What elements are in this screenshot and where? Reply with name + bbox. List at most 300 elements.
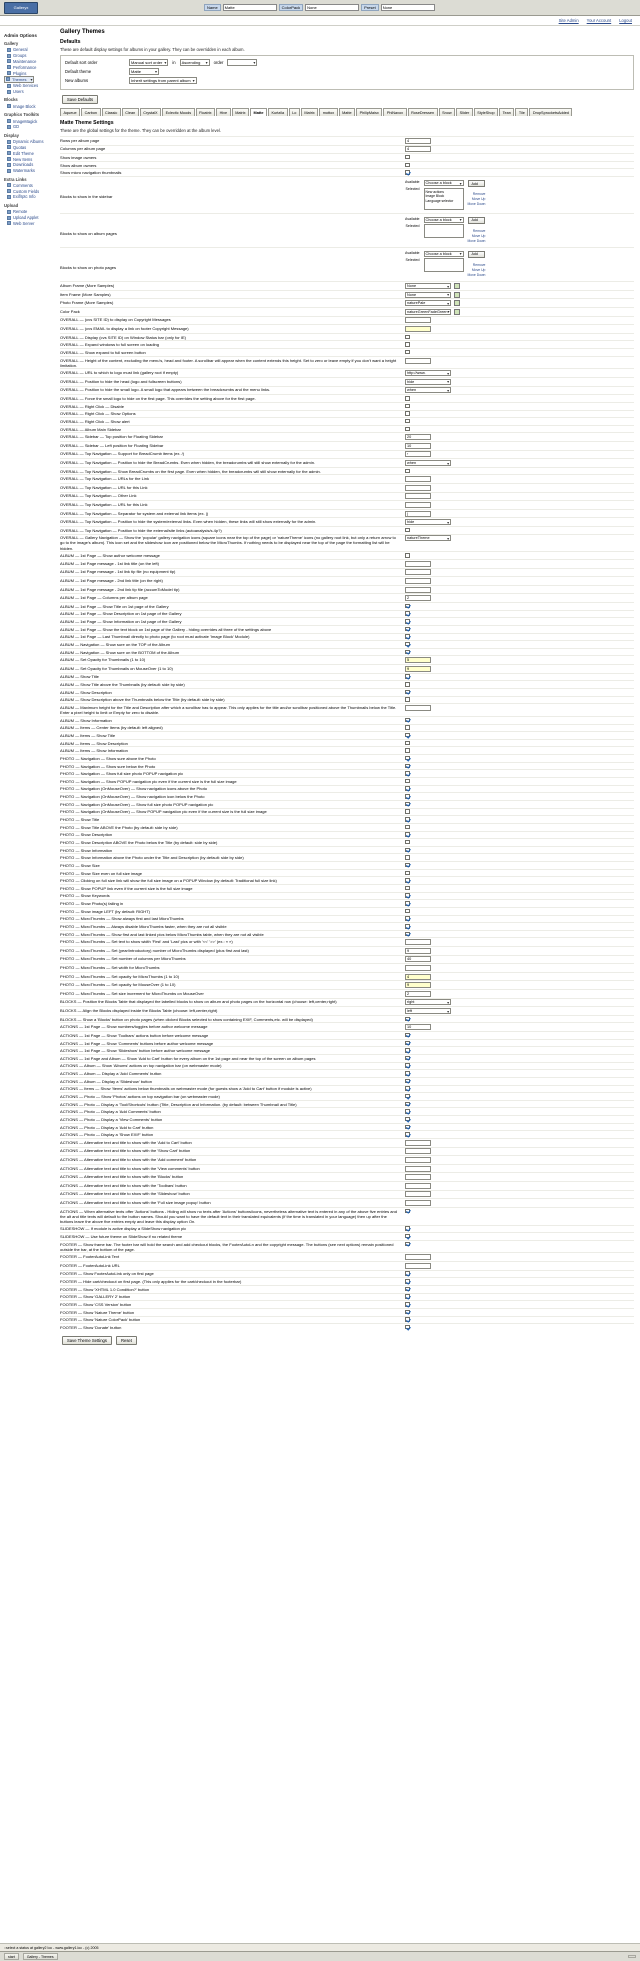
tab-matrix[interactable]: Matrix [232,108,249,116]
setting-checkbox[interactable] [405,1109,410,1114]
setting-text-input[interactable]: 20 [405,434,431,440]
setting-checkbox[interactable] [405,802,410,807]
theme-setting-row [60,1039,634,1047]
setting-checkbox[interactable] [405,832,410,837]
setting-checkbox[interactable] [405,642,410,647]
setting-checkbox[interactable] [405,825,410,830]
setting-checkbox[interactable] [405,771,410,776]
setting-text-input[interactable] [405,358,431,364]
setting-checkbox[interactable] [405,1226,410,1231]
theme-setting-label: PHOTO — MicroThumbs — Set width for MicroThumbs [60,965,160,971]
default-sort-label: Default sort order [65,60,98,65]
theme-setting-label: ACTIONS — 1st Page — Show 'Toolbars' actions button before welcome message [60,1032,209,1038]
setting-checkbox[interactable] [405,779,410,784]
setting-checkbox[interactable] [405,163,410,168]
theme-setting-value [405,1063,634,1068]
tab-lo[interactable]: Lo [289,108,300,116]
setting-dropdown[interactable]: natureTheme ▾ [405,535,451,541]
theme-setting-row [60,1015,634,1023]
setting-text-input[interactable] [405,485,431,491]
setting-text-input[interactable] [405,1263,431,1269]
block-command-move-up[interactable]: Move Up [471,233,486,238]
setting-checkbox[interactable] [405,411,410,416]
theme-setting-row [60,1164,634,1173]
block-command-remove[interactable]: Remove [472,192,486,197]
setting-dropdown[interactable]: when ▾ [405,460,451,466]
theme-setting-row [60,386,634,395]
setting-checkbox[interactable] [405,748,410,753]
theme-setting-label: ALBUM — Show Information [60,717,112,723]
theme-setting-label: OVERALL — Right Click — Show alert [60,418,130,424]
tab-slider[interactable]: Slider [456,108,473,116]
setting-checkbox[interactable] [405,674,410,679]
setting-text-input[interactable]: 4 [405,974,431,980]
setting-checkbox[interactable] [405,404,410,409]
block-command-remove[interactable]: Remove [472,228,486,233]
setting-text-input[interactable]: 9 [405,982,431,988]
setting-checkbox[interactable] [405,1317,410,1322]
theme-setting-value [405,802,634,807]
tab-styleshop[interactable]: StyleShop [474,108,498,116]
setting-checkbox[interactable] [405,1094,410,1099]
reset-button[interactable]: Reset [116,1336,137,1345]
theme-setting-value [405,1271,634,1276]
theme-setting-row [60,1323,634,1331]
setting-text-input[interactable]: 4 [405,138,431,144]
setting-checkbox[interactable] [405,718,410,723]
setting-checkbox[interactable] [405,469,410,474]
link-site-admin[interactable]: Site Admin [558,18,579,23]
setting-text-input[interactable] [405,1200,431,1206]
frame-setting-row [60,281,634,290]
theme-setting-value [405,1109,634,1114]
theme-setting-row [60,998,634,1007]
setting-text-input[interactable] [405,1157,431,1163]
browser-status-bar [0,1943,640,1951]
sidebar-item-themes[interactable] [4,76,34,83]
setting-checkbox[interactable] [405,1310,410,1315]
setting-text-input[interactable] [405,561,431,567]
tab-tile[interactable]: Tile [515,108,528,116]
setting-checkbox[interactable] [405,1234,410,1239]
setting-checkbox[interactable] [405,604,410,609]
setting-checkbox[interactable] [405,1079,410,1084]
tab-phinavox[interactable]: PhiNavox [383,108,406,116]
theme-setting-value [405,1302,634,1307]
setting-text-input[interactable] [405,569,431,575]
selected-block-item[interactable]: New actions [425,189,444,194]
default-sort-order-select[interactable] [227,59,257,66]
tab-tean[interactable]: Tean [499,108,514,116]
theme-setting-row [60,716,634,724]
setting-checkbox[interactable] [405,1271,410,1276]
save-theme-settings-button[interactable]: Save Theme Settings [62,1336,112,1345]
sidebar-item-image-block[interactable] [4,103,55,109]
setting-text-input[interactable] [405,578,431,584]
setting-checkbox[interactable] [405,1302,410,1307]
setting-checkbox[interactable] [405,634,410,639]
chrome-field-input-1[interactable]: None [305,4,359,11]
theme-setting-row [60,568,634,577]
theme-setting-label: ALBUM — Items — Center Items (by default: left aligned) [60,725,163,731]
setting-dropdown[interactable]: natureGreenFadeGreen ▾ [405,309,451,315]
setting-text-input[interactable] [405,326,431,332]
sidebar-item-label: Edit Theme [13,150,34,156]
theme-setting-value [405,725,634,730]
theme-setting-value [405,1325,634,1330]
block-selector [405,251,485,278]
tab-hive[interactable]: Hive [216,108,231,116]
setting-checkbox[interactable] [405,619,410,624]
color-swatch-icon[interactable] [454,300,460,306]
block-command-move-down[interactable]: Move Down [467,238,486,243]
setting-checkbox[interactable] [405,1056,410,1061]
theme-setting-row [60,876,634,884]
setting-checkbox[interactable] [405,817,410,822]
tab-clean[interactable]: Clean [122,108,139,116]
new-albums-select[interactable]: Inherit settings from parent album ▾ [129,77,197,84]
link-your-account[interactable]: Your Account [586,18,612,23]
setting-checkbox[interactable] [405,1209,410,1214]
theme-setting-label: PHOTO — MicroThumbs — Set (year/introductory) number of MicroThumbs displayed (plus first and last) [60,947,249,953]
setting-checkbox[interactable] [405,840,410,845]
tab-matrix[interactable]: Matrix [301,108,318,116]
theme-setting-label: ACTIONS — Album — Display a 'Slideshow' button [60,1078,152,1084]
theme-setting-value [405,493,634,499]
setting-checkbox[interactable] [405,809,410,814]
setting-text-input[interactable]: 40 [405,956,431,962]
tab-dropsprocketsadded[interactable]: DropSprocketsAdded [529,108,572,116]
chrome-field-label-2: Preset [361,4,379,11]
setting-text-input[interactable]: › [405,451,431,457]
tab-snow[interactable]: Snow [439,108,456,116]
tab-aqueue[interactable]: Aqueue [60,108,80,116]
setting-checkbox[interactable] [405,170,410,175]
setting-checkbox[interactable] [405,1017,410,1022]
bullet-icon [7,216,11,220]
setting-checkbox[interactable] [405,528,410,533]
setting-checkbox[interactable] [405,863,410,868]
setting-checkbox[interactable] [405,1071,410,1076]
setting-text-input[interactable] [405,1148,431,1154]
setting-checkbox[interactable] [405,733,410,738]
theme-setting-row [60,1123,634,1131]
theme-setting-value [405,1234,634,1239]
setting-dropdown[interactable]: hide ▾ [405,519,451,525]
theme-setting-row [60,823,634,831]
setting-text-input[interactable] [405,939,431,945]
selected-blocks-listbox[interactable] [424,188,464,210]
setting-text-input[interactable] [405,502,431,508]
tab-carbon[interactable]: Carbon [81,108,100,116]
theme-setting-label: ACTIONS — Alternative text and title to show with the 'Toolbars' button [60,1182,187,1188]
defaults-desc: These are default display settings for albums in your gallery. They can be overridden in each album. [60,47,245,52]
block-command-links [468,192,486,207]
selected-blocks-listbox[interactable] [424,224,464,238]
setting-dropdown[interactable]: hide ▾ [405,379,451,385]
setting-text-input[interactable]: 2 [405,595,431,601]
theme-setting-label: FOOTER — Show 'GALLERY 2' button [60,1294,131,1300]
tab-eclectic-moods[interactable]: Eclectic Moods [162,108,195,116]
setting-dropdown[interactable]: right ▾ [405,999,451,1005]
setting-text-input[interactable] [405,1183,431,1189]
setting-checkbox[interactable] [405,1132,410,1137]
setting-checkbox[interactable] [405,893,410,898]
theme-setting-label: ALBUM — 1st Page message - 2nd link tip file (accumToModel tip) [60,586,180,592]
setting-text-input[interactable] [405,587,431,593]
sidebar-item-watermarks[interactable] [4,168,55,174]
theme-setting-value [405,893,634,898]
theme-setting-value [405,748,634,753]
setting-checkbox[interactable] [405,909,410,914]
default-theme-row [65,68,629,75]
setting-checkbox[interactable] [405,1125,410,1130]
tab-mottox[interactable]: mottox [319,108,337,116]
setting-checkbox[interactable] [405,886,410,891]
tab-rosedressen[interactable]: RoseDressen [408,108,438,116]
setting-checkbox[interactable] [405,1086,410,1091]
setting-text-input[interactable]: 10 [405,1024,431,1030]
theme-setting-label: ACTIONS — 1st Page — Show 'Comments' buttons before author welcome message [60,1040,214,1046]
setting-checkbox[interactable] [405,1242,410,1247]
setting-checkbox[interactable] [405,1102,410,1107]
frame-settings-list [60,281,634,315]
tab-matte[interactable]: Matte [250,108,267,116]
block-command-remove[interactable]: Remove [472,262,486,267]
block-section [60,213,634,247]
setting-text-input[interactable] [405,1140,431,1146]
setting-text-input[interactable]: 10 [405,443,431,449]
setting-text-input[interactable] [405,1191,431,1197]
tab-floatrix[interactable]: Floatrix [196,108,215,116]
sidebar-item-web-server[interactable] [4,220,55,226]
setting-checkbox[interactable] [405,764,410,769]
available-blocks-dropdown[interactable]: Choose a block ▾ [424,180,464,186]
setting-checkbox[interactable] [405,932,410,937]
color-swatch-icon[interactable] [454,292,460,298]
theme-setting-row [60,785,634,793]
setting-checkbox[interactable] [405,1294,410,1299]
add-block-button[interactable]: Add [468,217,486,224]
theme-setting-value [405,1174,634,1180]
setting-checkbox[interactable] [405,419,410,424]
tab-classic[interactable]: Classic [102,108,121,116]
setting-dropdown[interactable]: http://www. ▾ [405,370,451,376]
theme-setting-label: ALBUM — 1st Page — Last Thumbnail directly to photo page (to root must activate 'Image Block' Module) [60,634,250,640]
setting-checkbox[interactable] [405,697,410,702]
setting-checkbox[interactable] [405,1033,410,1038]
theme-setting-label: PHOTO — Show Keywords [60,893,110,899]
setting-checkbox[interactable] [405,741,410,746]
selected-block-item[interactable]: Image Block [425,194,445,199]
selected-blocks-listbox[interactable] [424,258,464,272]
basic-setting-row [60,145,634,154]
theme-setting-label: PHOTO — Navigation (OnMouseOver) — Show full size photo POPUP navigation pic [60,801,214,807]
sidebar-item-exif-iptc-info[interactable] [4,194,55,200]
chrome-field-input-2[interactable]: None [381,4,435,11]
color-swatch-icon[interactable] [454,283,460,289]
setting-checkbox[interactable] [405,155,410,160]
theme-setting-row [60,517,634,526]
basic-setting-value [405,170,634,175]
theme-setting-row [60,356,634,369]
theme-setting-label: FOOTER — Show 'XHTML 1.0 Condition?' button [60,1286,150,1292]
tab-matte[interactable]: Matte [339,108,356,116]
theme-setting-value [405,855,634,860]
setting-text-input[interactable]: 4 [405,146,431,152]
available-blocks-dropdown[interactable]: Choose a block ▾ [424,251,464,257]
setting-checkbox[interactable] [405,725,410,730]
setting-text-input[interactable] [405,1174,431,1180]
theme-setting-value [405,733,634,738]
block-command-move-down[interactable]: Move Down [467,273,486,278]
setting-checkbox[interactable] [405,1287,410,1292]
setting-checkbox[interactable] [405,1279,410,1284]
setting-checkbox[interactable] [405,342,410,347]
theme-setting-value [405,379,634,385]
setting-dropdown[interactable]: naturePale ▾ [405,300,451,306]
selected-label: Selected [405,187,420,192]
theme-setting-label: ACTIONS — 1st Page — Show numbers/toggles before author welcome message [60,1024,208,1030]
setting-checkbox[interactable] [405,335,410,340]
theme-setting-label: ACTIONS — Photo — Display a 'View Comments' button [60,1116,163,1122]
setting-checkbox[interactable] [405,916,410,921]
setting-checkbox[interactable] [405,1063,410,1068]
theme-setting-label: PHOTO — Show Information [60,847,113,853]
chrome-field-input-0[interactable]: Matte [223,4,277,11]
theme-setting-value [405,1254,634,1260]
start-button[interactable]: start [4,1953,19,1960]
theme-setting-value [405,1017,634,1022]
setting-text-input[interactable] [405,1254,431,1260]
setting-checkbox[interactable] [405,786,410,791]
theme-setting-label: FOOTER — FooterAutoLink URL [60,1262,120,1268]
block-command-move-up[interactable]: Move Up [471,197,486,202]
tab-kurtzila[interactable]: Kurtzila [268,108,288,116]
setting-dropdown[interactable]: when ▾ [405,387,451,393]
theme-setting-row [60,696,634,704]
setting-checkbox[interactable] [405,611,410,616]
setting-checkbox[interactable] [405,427,410,432]
setting-text-input[interactable]: 9 [405,666,431,672]
setting-checkbox[interactable] [405,396,410,401]
theme-setting-row [60,846,634,854]
theme-setting-value [405,674,634,679]
setting-text-input[interactable]: 5 [405,657,431,663]
setting-checkbox[interactable] [405,794,410,799]
available-blocks-dropdown[interactable]: Choose a block ▾ [424,217,464,223]
theme-setting-label: ALBUM — 1st Page message - 1st link title (on the left) [60,560,159,566]
block-command-move-up[interactable]: Move Up [471,268,486,273]
setting-checkbox[interactable] [405,682,410,687]
theme-setting-value [405,1209,634,1214]
tab-crystalx[interactable]: CrystalX [140,108,161,116]
theme-setting-value [405,817,634,822]
setting-checkbox[interactable] [405,627,410,632]
sidebar-item-gd[interactable] [4,124,55,130]
theme-setting-label: ACTIONS — Items — Show 'Items' actions below thumbnails on webmaster mode (for guests show a 'Add to Cart' button if module is active) [60,1086,312,1092]
theme-setting-row [60,1300,634,1308]
theme-setting-label: FOOTER — Show 'Nature ColorPack' button [60,1317,141,1323]
setting-checkbox[interactable] [405,1117,410,1122]
theme-setting-row [60,1198,634,1207]
taskbar-window-gallery[interactable]: Gallery - Themes [23,1953,58,1960]
selected-block-item[interactable]: Language selector [425,198,454,203]
setting-checkbox[interactable] [405,690,410,695]
setting-checkbox[interactable] [405,1048,410,1053]
setting-checkbox[interactable] [405,855,410,860]
setting-checkbox[interactable] [405,924,410,929]
setting-checkbox[interactable] [405,1041,410,1046]
theme-setting-row [60,602,634,610]
theme-setting-row [60,1147,634,1156]
setting-checkbox[interactable] [405,848,410,853]
theme-setting-label: OVERALL — Top Navigation — Separator for system and external link items (ex. |) [60,510,209,516]
bullet-icon [7,210,11,214]
theme-setting-row [60,1316,634,1324]
theme-setting-value [405,1263,634,1269]
setting-text-input[interactable] [405,493,431,499]
setting-checkbox[interactable] [405,878,410,883]
setting-checkbox[interactable] [405,871,410,876]
link-logout[interactable]: Logout [619,18,632,23]
sidebar-item-users[interactable] [4,89,55,95]
theme-setting-value [405,771,634,776]
setting-checkbox[interactable] [405,901,410,906]
sidebar-group-head-1: Blocks [4,97,18,103]
sidebar-item-label: Maintenance [13,58,37,64]
default-sort-direction-select[interactable]: Ascending ▾ [180,59,210,66]
theme-setting-label: ALBUM — Set Opacity for Thumbnails (1 to 10) [60,657,146,663]
frame-setting-label: Color Pack [60,308,80,314]
theme-setting-value [405,1279,634,1284]
setting-checkbox[interactable] [405,650,410,655]
setting-text-input[interactable] [405,1166,431,1172]
theme-setting-label: PHOTO — Navigation — Show sure above the Photo [60,755,156,761]
setting-text-input[interactable]: | [405,511,431,517]
block-command-move-down[interactable]: Move Down [467,202,486,207]
theme-setting-label: ACTIONS — 1st Page — Show 'Slideshow' button before author welcome message [60,1048,211,1054]
setting-checkbox[interactable] [405,1325,410,1330]
tab-philipmaisx[interactable]: PhilipMaisx [356,108,382,116]
save-defaults-button[interactable]: Save Defaults [62,95,98,104]
setting-dropdown[interactable]: None ▾ [405,292,451,298]
setting-text-input[interactable] [405,965,431,971]
color-swatch-icon[interactable] [454,309,460,315]
theme-setting-label: PHOTO — Show Size even on full size image [60,870,143,876]
setting-text-input[interactable] [405,705,431,711]
setting-dropdown[interactable]: left ▾ [405,1008,451,1014]
default-theme-select[interactable]: Matte ▾ [129,68,159,75]
setting-checkbox[interactable] [405,350,410,355]
default-sort-select[interactable]: Manual sort order ▾ [129,59,168,66]
theme-setting-label: ALBUM — 1st Page — Show author welcome message [60,553,160,559]
setting-text-input[interactable]: 9 [405,948,431,954]
add-block-button[interactable]: Add [468,180,486,187]
add-block-button[interactable]: Add [468,251,486,258]
setting-checkbox[interactable] [405,553,410,558]
setting-text-input[interactable] [405,317,431,323]
theme-setting-label: PHOTO — Show Description [60,832,113,838]
setting-checkbox[interactable] [405,756,410,761]
setting-dropdown[interactable]: None ▾ [405,283,451,289]
frame-setting-label: Album Frame (More Samples) [60,283,115,289]
theme-setting-row [60,559,634,568]
theme-setting-label: PHOTO — MicroThumbs — Set number of columns per MicroThumbs [60,956,186,962]
setting-text-input[interactable] [405,476,431,482]
setting-text-input[interactable]: 2 [405,991,431,997]
theme-setting-label: ACTIONS — Photo — Display a 'Tool/Shortcuts' button (Title, Description and Information. (by default: between Thumbnail and Title) [60,1101,297,1107]
